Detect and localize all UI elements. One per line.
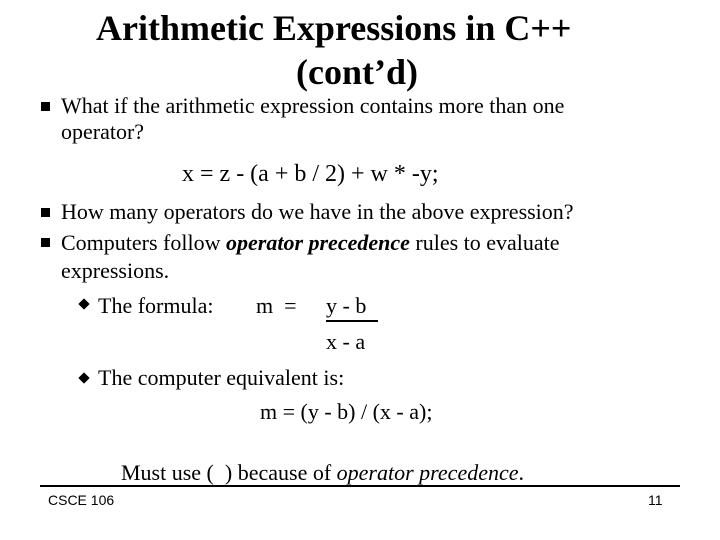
bullet-1-line-2: operator? <box>61 119 145 144</box>
title-line-2: (cont’d) <box>296 52 418 92</box>
footer-course: CSCE 106 <box>48 492 115 508</box>
title-line-1: Arithmetic Expressions in C++ <box>96 8 572 48</box>
must-use-emphasis: operator precedence <box>336 460 519 485</box>
equivalent-expression: m = (y - b) / (x - a); <box>260 399 433 424</box>
equivalent-label: The computer equivalent is: <box>98 365 345 390</box>
must-use-note <box>110 431 524 487</box>
formula-numerator: y - b <box>326 293 367 318</box>
bullet-2-text: How many operators do we have in the above expression? <box>61 199 574 224</box>
square-bullet-icon <box>41 238 50 247</box>
must-use-suffix: . <box>518 460 525 485</box>
formula-lhs: m = <box>256 293 297 318</box>
bullet-1-line-1: What if the arithmetic expression contains more than one <box>61 93 565 118</box>
formula-denominator: x - a <box>326 329 366 354</box>
diamond-bullet-icon <box>78 372 89 383</box>
must-use-prefix: Must use ( ) because of <box>121 460 337 485</box>
footer-divider <box>40 485 680 487</box>
bullet-3-line-2: expressions. <box>61 258 170 283</box>
bullet-3-prefix: Computers follow <box>61 230 226 255</box>
bullet-3-suffix: rules to evaluate <box>409 230 560 255</box>
fraction-bar <box>326 320 378 322</box>
diamond-bullet-icon <box>78 298 89 309</box>
square-bullet-icon <box>41 102 50 111</box>
expression: x = z - (a + b / 2) + w * -y; <box>182 161 439 187</box>
page-number: 11 <box>648 492 663 508</box>
bullet-3-emphasis: operator precedence <box>226 230 410 255</box>
bullet-3-line-1 <box>61 229 560 257</box>
formula-label: The formula: <box>98 293 214 318</box>
square-bullet-icon <box>41 208 50 217</box>
